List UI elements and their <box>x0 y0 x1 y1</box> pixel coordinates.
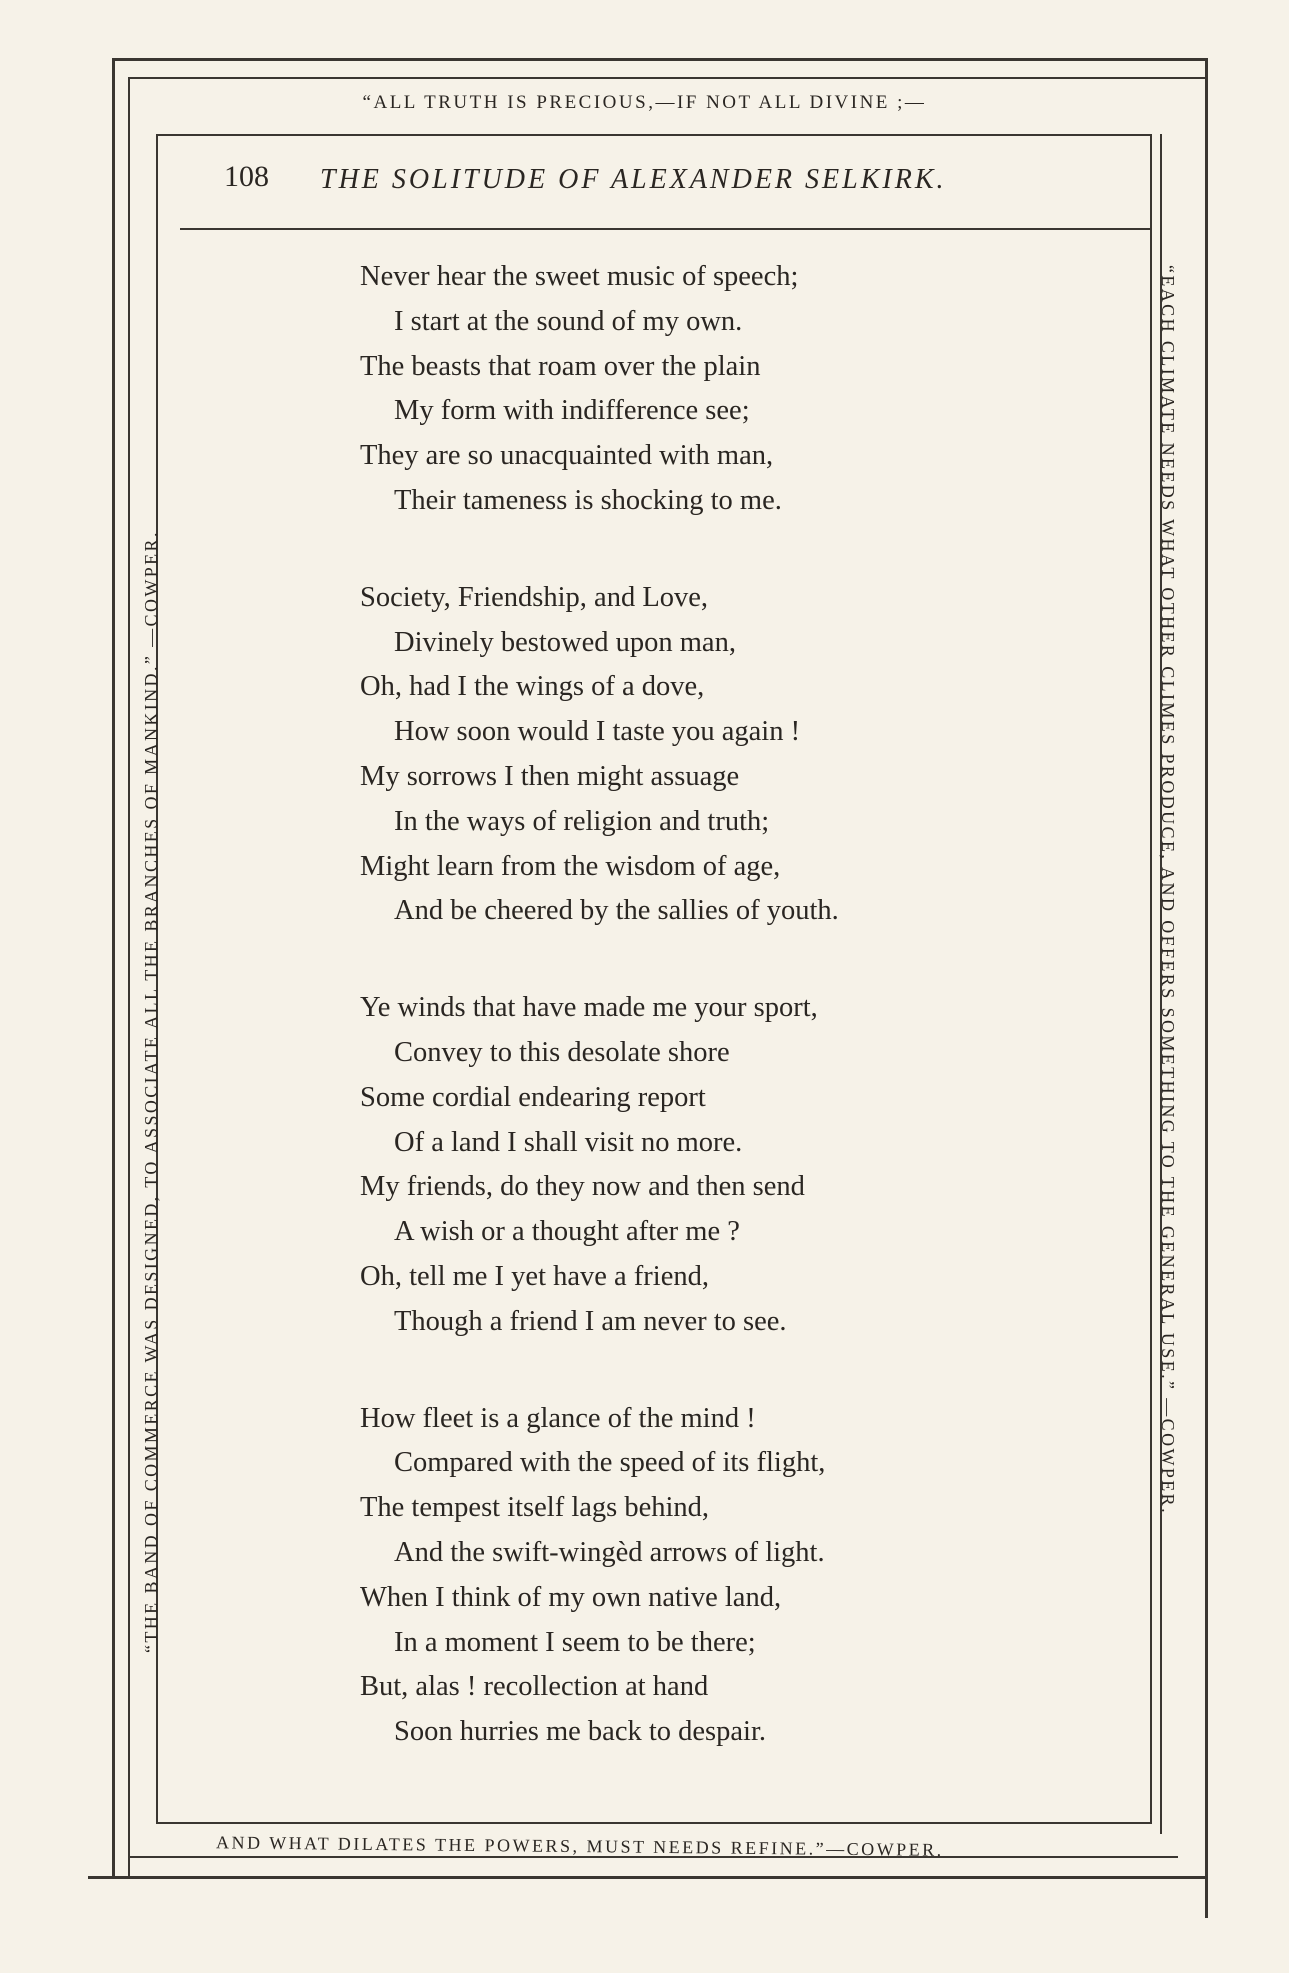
verse-line: When I think of my own native land, <box>360 1581 782 1613</box>
outer-frame-right <box>1205 58 1208 1918</box>
right-border-quote: “EACH CLIMATE NEEDS WHAT OTHER CLIMES PRODUCE, AND OFFERS SOMETHING TO THE GENERAL USE.” —COWPER. <box>1158 265 1178 1515</box>
stanza <box>360 1397 1060 1755</box>
verse-line: Oh, tell me I yet have a friend, <box>360 1260 709 1292</box>
verse-line: And be cheered by the sallies of youth. <box>394 895 839 927</box>
header-rule <box>180 228 1152 230</box>
verse-line: They are so unacquainted with man, <box>360 440 774 472</box>
poem-body <box>360 255 1060 1807</box>
verse-line: My friends, do they now and then send <box>360 1171 805 1203</box>
outer-frame-bottom <box>88 1876 1208 1879</box>
verse-line: But, alas ! recollection at hand <box>360 1671 709 1703</box>
left-border-quote: “THE BAND OF COMMERCE WAS DESIGNED, TO ASSOCIATE ALL THE BRANCHES OF MANKIND.” —COWPER. <box>141 530 161 1653</box>
outer-frame-left-inner <box>128 77 130 1877</box>
verse-line: Ye winds that have made me your sport, <box>360 992 818 1024</box>
stanza <box>360 576 1060 934</box>
top-border-quote: “ALL TRUTH IS PRECIOUS,—IF NOT ALL DIVINE ;— <box>362 92 927 113</box>
verse-line: Might learn from the wisdom of age, <box>360 850 781 882</box>
verse-line: Some cordial endearing report <box>360 1081 706 1113</box>
verse-line: A wish or a thought after me ? <box>394 1216 740 1248</box>
verse-line: In a moment I seem to be there; <box>394 1626 756 1658</box>
page-number: 108 <box>224 160 269 193</box>
verse-line: Divinely bestowed upon man, <box>394 626 736 658</box>
outer-frame-top-inner <box>128 77 1207 79</box>
stanza <box>360 986 1060 1344</box>
verse-line: Compared with the speed of its flight, <box>394 1447 826 1479</box>
verse-line: The beasts that roam over the plain <box>360 350 761 382</box>
verse-line: Oh, had I the wings of a dove, <box>360 671 705 703</box>
verse-line: And the swift-wingèd arrows of light. <box>394 1536 825 1568</box>
stanza <box>360 255 1060 524</box>
verse-line: My sorrows I then might assuage <box>360 760 740 792</box>
verse-line: Convey to this desolate shore <box>394 1036 730 1068</box>
verse-line: Soon hurries me back to despair. <box>394 1716 767 1748</box>
verse-line: Their tameness is shocking to me. <box>394 484 782 516</box>
verse-line: How soon would I taste you again ! <box>394 716 801 748</box>
outer-frame-top <box>112 58 1207 61</box>
running-title: THE SOLITUDE OF ALEXANDER SELKIRK. <box>320 164 947 195</box>
verse-line: Of a land I shall visit no more. <box>394 1126 743 1158</box>
verse-line: The tempest itself lags behind, <box>360 1492 710 1524</box>
verse-line: In the ways of religion and truth; <box>394 805 770 837</box>
verse-line: Society, Friendship, and Love, <box>360 581 709 613</box>
verse-line: My form with indifference see; <box>394 395 750 427</box>
verse-line: Never hear the sweet music of speech; <box>360 261 799 292</box>
bottom-border-quote: AND WHAT DILATES THE POWERS, MUST NEEDS REFINE.”—COWPER. <box>215 1832 944 1860</box>
outer-frame-left <box>112 58 115 1878</box>
verse-line: I start at the sound of my own. <box>394 305 743 337</box>
verse-line: Though a friend I am never to see. <box>394 1305 787 1337</box>
verse-line: How fleet is a glance of the mind ! <box>360 1402 756 1434</box>
